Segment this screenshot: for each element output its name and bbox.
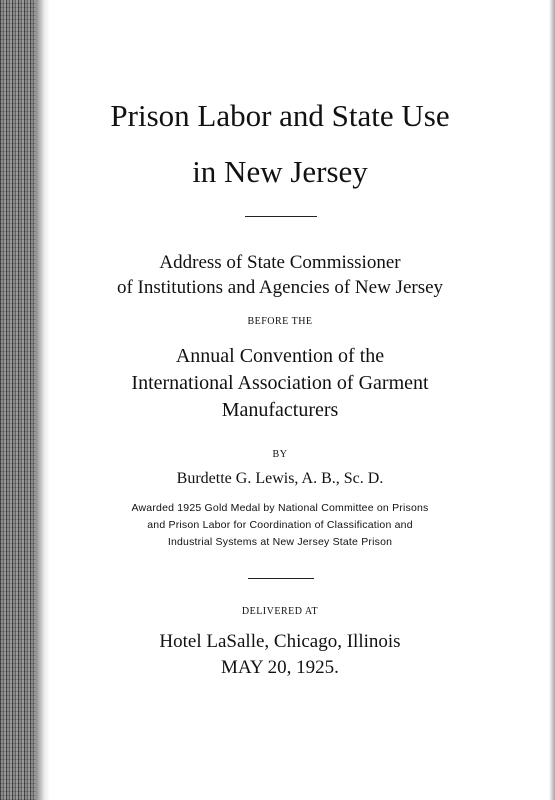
by-label: BY xyxy=(272,449,288,460)
binding-shadow xyxy=(36,0,50,800)
convention-line-1: Annual Convention of the xyxy=(175,345,385,367)
binding-edge xyxy=(0,0,36,800)
author-name: Burdette G. Lewis, A. B., Sc. D. xyxy=(176,470,384,487)
award-line-1: Awarded 1925 Gold Medal by National Committee on Prisons xyxy=(131,502,429,514)
divider-rule-bottom xyxy=(248,578,314,579)
page-edge-shadow xyxy=(549,0,555,800)
award-line-3: Industrial Systems at New Jersey State Prison xyxy=(167,536,393,548)
divider-rule-top xyxy=(245,216,317,217)
award-line-2: and Prison Labor for Coordination of Classification and xyxy=(147,519,413,531)
date-line: MAY 20, 1925. xyxy=(221,657,339,678)
title-line-2: in New Jersey xyxy=(192,154,368,189)
before-label: BEFORE THE xyxy=(247,316,313,327)
venue-line: Hotel LaSalle, Chicago, Illinois xyxy=(159,631,401,652)
convention-line-3: Manufacturers xyxy=(221,399,339,421)
address-line-1: Address of State Commissioner xyxy=(159,252,401,273)
address-line-2: of Institutions and Agencies of New Jersey xyxy=(116,277,444,298)
convention-line-2: International Association of Garment xyxy=(131,372,429,394)
delivered-label: DELIVERED AT xyxy=(241,606,319,617)
title-line-1: Prison Labor and State Use xyxy=(110,98,450,133)
